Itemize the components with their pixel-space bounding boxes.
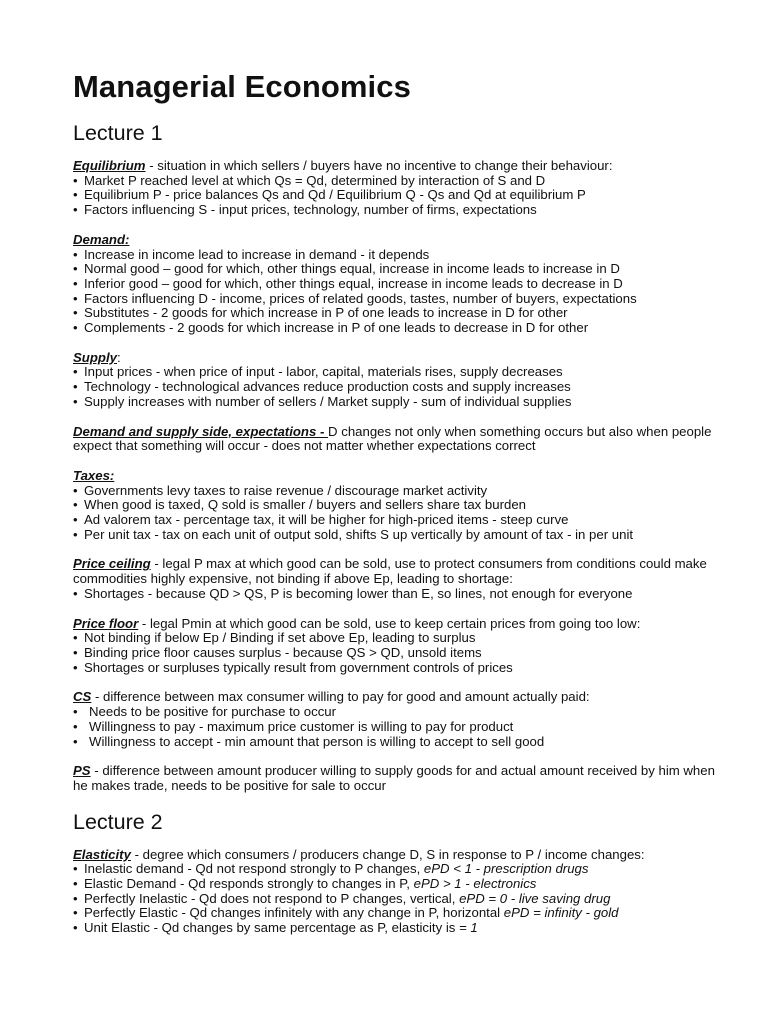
- list-item: • Technology - technological advances reduce production costs and supply increases: [73, 380, 728, 395]
- section-heading: [73, 233, 728, 248]
- section-taxes: [73, 469, 728, 543]
- term-price-floor: Price floor: [73, 615, 139, 631]
- item-text: Perfectly Elastic - Qd changes infinitely with any change in P, horizontal: [84, 905, 504, 921]
- list-item: [73, 921, 728, 936]
- section-text: - difference between max consumer willing to pay for good and amount actually paid:: [91, 689, 590, 705]
- list-item: • Needs to be positive for purchase to occur: [73, 705, 728, 720]
- item-example: ePD > 1 - electronics: [413, 876, 537, 892]
- list-item: • Factors influencing D - income, prices of related goods, tastes, number of buyers, expectations: [73, 292, 728, 307]
- section-text: - difference between amount producer willing to supply goods for and actual amount received by him when he makes trade, needs to be positive for sale to occur: [73, 763, 715, 793]
- section-heading: [73, 469, 728, 484]
- term-cs: CS: [73, 689, 92, 705]
- list-item: • Market P reached level at which Qs = Qd, determined by interaction of S and D: [73, 174, 728, 189]
- term-demand-supply-expectations: Demand and supply side, expectations -: [73, 423, 329, 439]
- list-item: [73, 906, 728, 921]
- section-text: - situation in which sellers / buyers have no incentive to change their behaviour:: [145, 158, 613, 173]
- list-item: • Shortages or surpluses typically result from government controls of prices: [73, 661, 728, 676]
- bullet-list: [73, 365, 728, 409]
- list-item: • Factors influencing S - input prices, technology, number of firms, expectations: [73, 203, 728, 218]
- item-text: Perfectly Inelastic - Qd does not respond to P changes, vertical,: [84, 890, 460, 906]
- term-ps: PS: [73, 763, 91, 779]
- list-item: • Willingness to pay - maximum price customer is willing to pay for product: [73, 720, 728, 735]
- section-text: :: [116, 349, 121, 365]
- section-heading: [73, 617, 728, 632]
- section-text: D changes not only when something occurs but also when people expect that something will occur - does not matter whether expectations correct: [73, 423, 712, 454]
- item-example: = 1: [459, 920, 478, 936]
- term-equilibrium: Equilibrium: [73, 158, 146, 173]
- list-item: • Willingness to accept - min amount that person is willing to accept to sell good: [73, 735, 728, 750]
- list-item: • Input prices - when price of input - labor, capital, materials rises, supply decreases: [73, 365, 728, 380]
- section-text: - legal P max at which good can be sold, use to protect consumers from conditions could make commodities highly expensive, not binding if above Ep, leading to shortage:: [73, 556, 707, 587]
- list-item: • Complements - 2 goods for which increase in P of one leads to decrease in D for other: [73, 321, 728, 336]
- list-item: • Normal good – good for which, other things equal, increase in income leads to increase in D: [73, 262, 728, 277]
- bullet-list: [73, 587, 728, 602]
- term-demand: Demand:: [73, 231, 130, 247]
- section-heading: [73, 690, 728, 705]
- section-price-ceiling: [73, 557, 728, 601]
- item-example: ePD < 1 - prescription drugs: [423, 861, 589, 877]
- term-taxes: Taxes:: [73, 467, 115, 483]
- section-producer-surplus: [73, 764, 728, 793]
- list-item: [73, 892, 728, 907]
- item-example: ePD = infinity - gold: [503, 905, 619, 921]
- list-item: • When good is taxed, Q sold is smaller / buyers and sellers share tax burden: [73, 498, 728, 513]
- section-equilibrium: [73, 159, 728, 218]
- section-expectations: [73, 425, 728, 454]
- section-demand: [73, 233, 728, 336]
- list-item: • Substitutes - 2 goods for which increase in P of one leads to increase in D for other: [73, 306, 728, 321]
- bullet-list: [73, 862, 728, 936]
- section-consumer-surplus: [73, 690, 728, 749]
- list-item: • Equilibrium P - price balances Qs and Qd / Equilibrium Q - Qs and Qd at equilibrium P: [73, 188, 728, 203]
- section-elasticity: [73, 848, 728, 936]
- item-text: Elastic Demand - Qd responds strongly to changes in P,: [84, 876, 414, 892]
- list-item: • Ad valorem tax - percentage tax, it will be higher for high-priced items - steep curve: [73, 513, 728, 528]
- bullet-list: [73, 484, 728, 543]
- item-example: ePD = 0 - live saving drug: [459, 890, 611, 906]
- section-price-floor: [73, 617, 728, 676]
- term-supply: Supply: [73, 349, 117, 365]
- list-item: • Binding price floor causes surplus - because QS > QD, unsold items: [73, 646, 728, 661]
- bullet-list: [73, 248, 728, 336]
- bullet-list: [73, 705, 728, 749]
- list-item: • Increase in income lead to increase in demand - it depends: [73, 248, 728, 263]
- section-supply: [73, 351, 728, 410]
- term-price-ceiling: Price ceiling: [73, 556, 151, 572]
- section-heading: [73, 159, 728, 174]
- list-item: • Governments levy taxes to raise revenue / discourage market activity: [73, 484, 728, 499]
- list-item: • Not binding if below Ep / Binding if set above Ep, leading to surplus: [73, 631, 728, 646]
- item-text: Unit Elastic - Qd changes by same percentage as P, elasticity is: [84, 920, 460, 936]
- list-item: [73, 877, 728, 892]
- section-text: - legal Pmin at which good can be sold, use to keep certain prices from going too low:: [138, 615, 641, 631]
- lecture-1-heading: Lecture 1: [73, 121, 163, 145]
- bullet-list: [73, 631, 728, 675]
- section-heading: [73, 848, 728, 863]
- document-title: Managerial Economics: [73, 69, 411, 104]
- item-text: Inelastic demand - Qd not respond strongly to P changes,: [84, 861, 424, 877]
- section-text: - degree which consumers / producers change D, S in response to P / income changes:: [130, 846, 645, 862]
- list-item: [73, 862, 728, 877]
- list-item: • Shortages - because QD > QS, P is becoming lower than E, so lines, not enough for everyone: [73, 587, 728, 602]
- section-heading: [73, 557, 728, 586]
- term-elasticity: Elasticity: [73, 846, 131, 862]
- section-heading: [73, 351, 728, 366]
- list-item: • Per unit tax - tax on each unit of output sold, shifts S up vertically by amount of tax - in per unit: [73, 528, 728, 543]
- lecture-2-heading: Lecture 2: [73, 809, 163, 834]
- list-item: • Supply increases with number of sellers / Market supply - sum of individual supplies: [73, 395, 728, 410]
- list-item: • Inferior good – good for which, other things equal, increase in income leads to decrease in D: [73, 277, 728, 292]
- bullet-list: [73, 174, 728, 218]
